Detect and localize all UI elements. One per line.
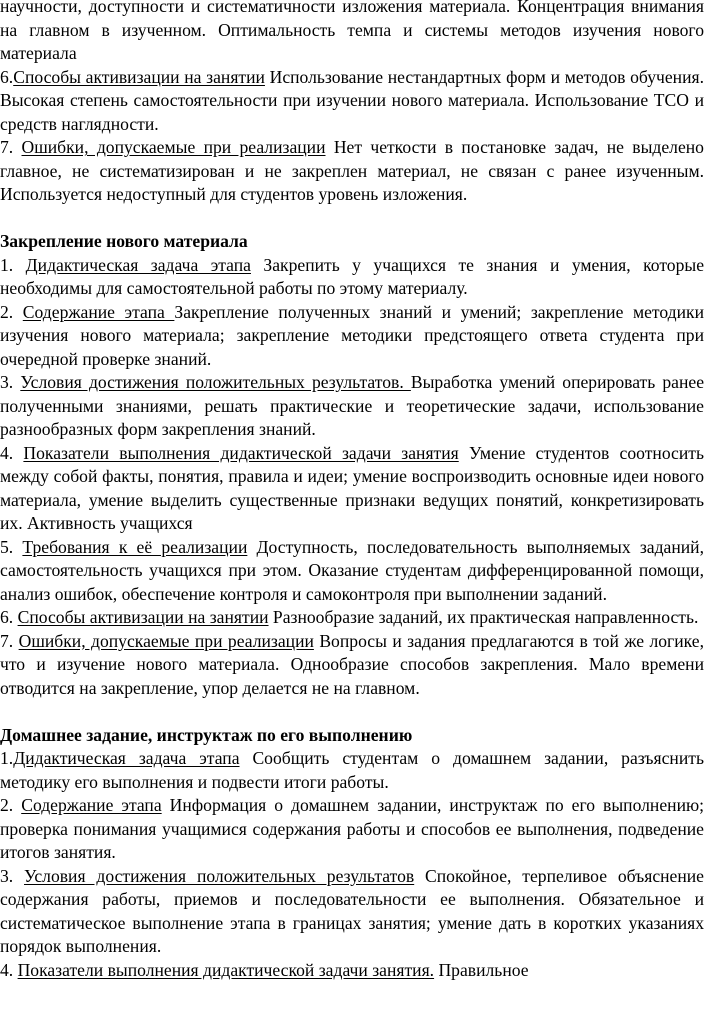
item-title: Требования к её реализации [22, 536, 248, 557]
intro-continuation [0, 0, 704, 66]
item-text: Разнообразие заданий, их практическая направленность. [268, 607, 699, 627]
homework-item-3 [0, 865, 704, 959]
item-number: 5. [0, 536, 23, 557]
consolidation-item-2 [0, 301, 704, 372]
item-text: Умение студентов соотносить между собой факты, понятия, правила и идеи; умение воспроизводить основные идеи нового материала, умение выделить существенные признаки ведущих понятий, конкретизировать их. Активность учащихся [0, 442, 704, 533]
item-title: Условия достижения положительных результатов [24, 865, 415, 886]
consolidation-heading: Закрепление нового материала [0, 231, 248, 251]
new-material-item-7 [0, 136, 704, 207]
item-text: Информация о домашнем задании, инструктаж по его выполнению; проверка понимания учащимися содержания работы и способов ее выполнения, подведение итогов занятия. [0, 795, 704, 862]
item-text: Вопросы и задания предлагаются в той же логике, что и изучение нового материала. Однообразие способов закрепления. Мало времени отводится на закрепление, упор делается не на главном. [0, 630, 704, 698]
new-material-item-6 [0, 66, 704, 137]
item-text: Правильное [434, 959, 529, 980]
item-title: Ошибки, допускаемые при реализации [18, 630, 314, 651]
intro-text: научности, доступности и систематичности изложения материала. Концентрация внимания на главном в изученном. Оптимальность темпа и системы методов изучения нового материала [0, 0, 704, 63]
item-title: Показатели выполнения дидактической задачи занятия [23, 442, 459, 463]
item-number: 1. [0, 254, 26, 275]
item-text: Закрепление полученных знаний и умений; закрепление методики изучения нового материала; закрепление методики предстоящего ответа студента при очередной проверке знаний. [0, 301, 704, 369]
item-number: 3. [0, 372, 21, 392]
homework-item-4 [0, 959, 704, 983]
item-number: 4. [0, 959, 18, 980]
item-text: Нет четкости в постановке задач, не выделено главное, не систематизирован и не закреплен материал, не связан с ранее изученным. Используется недоступный для студентов уровень изложения. [0, 137, 704, 204]
paragraph-gap [0, 207, 704, 231]
item-text: Использование нестандартных форм и методов обучения. Высокая степень самостоятельности при изучении нового материала. Использование ТСО и средств наглядности. [0, 66, 704, 134]
item-number: 2. [0, 301, 23, 322]
item-title: Содержание этапа [21, 795, 162, 815]
homework-item-2 [0, 794, 704, 865]
item-text: Выработка умений оперировать ранее полученными знаниями, решать практические и теоретические задачи, использование разнообразных форм закрепления знаний. [0, 372, 704, 439]
item-title: Способы активизации на занятии [17, 607, 269, 627]
item-text: Сообщить студентам о домашнем задании, разъяснить методику его выполнения и подвести итоги работы. [0, 748, 704, 792]
item-number: 6. [0, 66, 14, 87]
item-title: Ошибки, допускаемые при реализации [21, 137, 326, 157]
item-number: 6. [0, 607, 18, 627]
consolidation-item-1 [0, 254, 704, 301]
homework-item-1 [0, 747, 704, 794]
item-title: Показатели выполнения дидактической задачи занятия. [17, 959, 435, 980]
item-number: 2. [0, 795, 22, 815]
item-text: Доступность, последовательность выполняемых заданий, самостоятельность учащихся при этом. Оказание студентам дифференцированной помощи, анализ ошибок, обеспечение контроля и самоконтроля при выполнении заданий. [0, 536, 704, 604]
consolidation-item-5 [0, 536, 704, 607]
consolidation-item-4 [0, 442, 704, 536]
item-number: 3. [0, 865, 25, 886]
item-title: Способы активизации на занятии [13, 66, 265, 87]
consolidation-item-6 [0, 606, 704, 630]
item-title: Дидактическая задача этапа [25, 254, 251, 275]
item-title: Условия достижения положительных результатов. [20, 372, 411, 392]
item-number: 1. [0, 748, 14, 768]
item-text: Закрепить у учащихся те знания и умения, которые необходимы для самостоятельной работы по этому материалу. [0, 254, 704, 298]
paragraph-gap [0, 700, 704, 724]
consolidation-item-7 [0, 630, 704, 701]
homework-heading: Домашнее задание, инструктаж по его выполнению [0, 724, 413, 745]
item-text: Спокойное, терпеливое объяснение содержания работы, приемов и последовательности ее выполнения. Обязательное и систематическое выполнение этапа в границах занятия; умение дать в коротких указаниях порядок выполнения. [0, 865, 704, 956]
consolidation-item-3 [0, 371, 704, 442]
item-number: 4. [0, 442, 24, 463]
item-title: Дидактическая задача этапа [13, 748, 240, 768]
item-number: 7. [0, 630, 19, 651]
item-title: Содержание этапа [22, 301, 175, 322]
item-number: 7. [0, 137, 22, 157]
